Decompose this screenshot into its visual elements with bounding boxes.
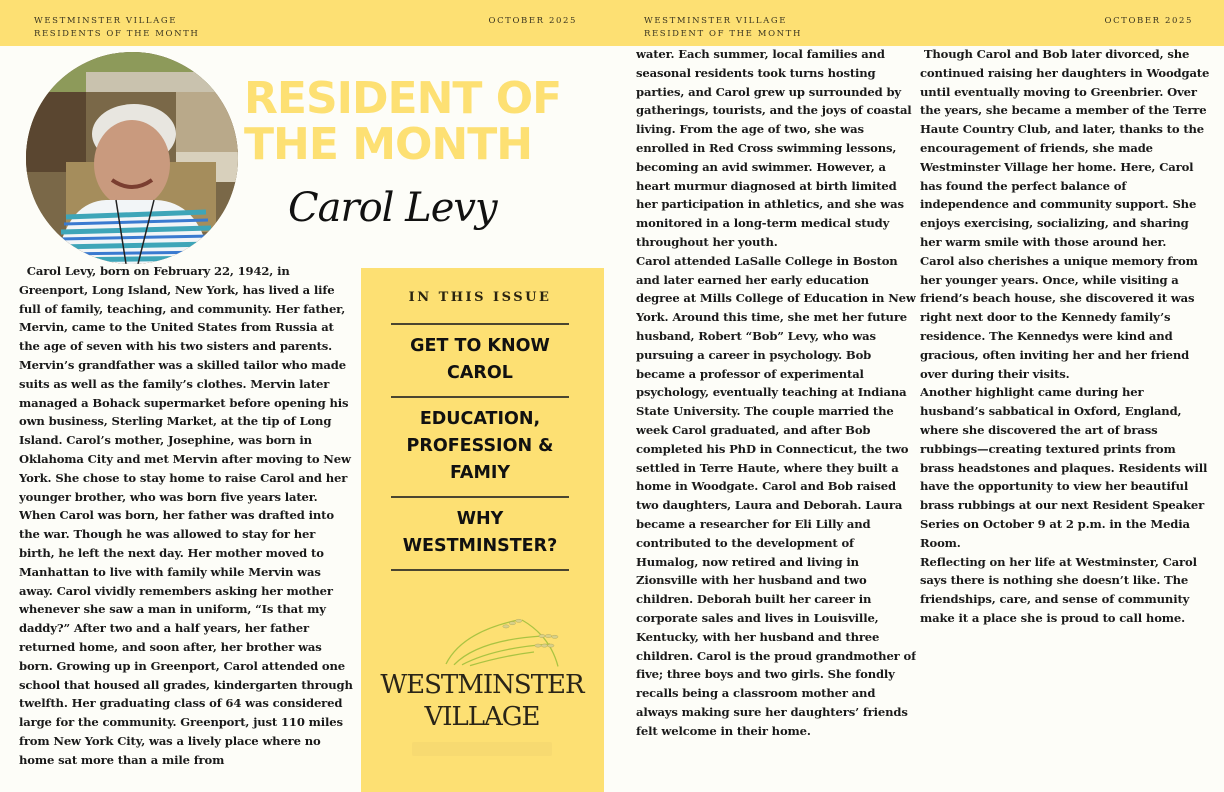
- resident-name: Carol Levy: [288, 185, 497, 231]
- article-column-1: [19, 262, 353, 792]
- issue-item-line: GET TO KNOW: [410, 336, 550, 356]
- header-org: WESTMINSTER VILLAGE: [34, 16, 178, 26]
- page-header: [0, 0, 612, 46]
- issue-item-line: WESTMINSTER?: [402, 536, 558, 556]
- header-date: OCTOBER 2025: [488, 16, 577, 26]
- issue-item-get-to-know: [371, 325, 589, 396]
- logo-text-village: VILLAGE: [424, 702, 540, 732]
- article-paragraph: Reflecting on her life at Westminster, Carol says there is nothing she doesn’t like. The friendships, care, and sense of community make it a place she is proud to call home.: [920, 554, 1197, 625]
- logo-tagline-faint: [412, 742, 552, 756]
- page-header: [612, 0, 1224, 46]
- header-org: WESTMINSTER VILLAGE: [644, 16, 788, 26]
- issue-item-line: CAROL: [447, 363, 513, 383]
- issue-list: [391, 289, 569, 571]
- article-column-3: [920, 45, 1212, 792]
- portrait-photo-icon: [26, 52, 238, 264]
- article-column-2: [636, 45, 916, 792]
- article-paragraph: water. Each summer, local families and seasonal residents took turns hosting parties, and Carol grew up surrounded by gatherings, tourists, and the joys of coastal living. From the age of two, she was enrolled in Red Cross swimming lessons, becoming an avid swimmer. However, a heart murmur diagnosed at birth limited her participation in athletics, and she was monitored in a long-term medical study throughout her youth.: [636, 47, 912, 249]
- issue-item-line: PROFESSION &: [406, 436, 554, 456]
- header-section: RESIDENT OF THE MONTH: [644, 29, 802, 39]
- article-paragraph: Carol attended LaSalle College in Boston and later earned her early education degree at Mills College of Education in New York. Around this time, she met her future husband, Robert “Bob” Levy, who was pursuing a career in psychology. Bob became a professor of experimental psychology, eventually teaching at Indiana State University. The couple married the week Carol graduated, and after Bob completed his PhD in Connecticut, the two settled in Terre Haute, where they built a home in Woodgate. Carol and Bob raised two daughters, Laura and Deborah. Laura became a researcher for Eli Lilly and contributed to the development of Humalog, now retired and living in Zionsville with her husband and two children. Deborah built her career in corporate sales and lives in Louisville, Kentucky, with her husband and three children. Carol is the proud grandmother of five; three boys and two girls. She fondly recalls being a classroom mother and always making sure her daughters’ friends felt welcome in their home.: [636, 253, 916, 738]
- header-section: RESIDENTS OF THE MONTH: [34, 29, 200, 39]
- article-paragraph: Another highlight came during her husband’s sabbatical in Oxford, England, where she discovered the art of brass rubbings—creating textured prints from brass headstones and plaques. Residents will have the opportunity to view her beautiful brass rubbings at our next Resident Speaker Series on October 9 at 2 p.m. in the Media Room.: [920, 385, 1208, 550]
- issue-item-education: [371, 398, 589, 496]
- westminster-village-logo: [372, 612, 592, 772]
- article-paragraph: When Carol was born, her father was drafted into the war. Though he was allowed to stay for her birth, he left the next day. Her mother moved to Manhattan to live with family while Mervin was away. Carol vividly remembers asking her mother whenever she saw a man in uniform, “Is that my daddy?” After two and a half years, her father returned home, and soon after, her brother was born. Growing up in Greenport, Carol attended one school that housed all grades, kindergarten through twelfth. Her graduating class of 64 was considered large for the community. Greenport, just 110 miles from New York City, was a lively place where no home sat more than a mile from: [19, 508, 353, 767]
- issue-item-why-westminster: [371, 498, 589, 569]
- article-paragraph: Carol Levy, born on February 22, 1942, in Greenport, Long Island, New York, has lived a life full of family, teaching, and community. Her father, Mervin, came to the United States from Russia at the age of seven with his two sisters and parents. Mervin’s grandfather was a skilled tailor who made suits as well as the family’s clothes. Mervin later managed a Bohack supermarket before opening his own business, Sterling Market, at the tip of Long Island. Carol’s mother, Josephine, was born in Oklahoma City and met Mervin after moving to New York. She chose to stay home to raise Carol and her younger brother, who was born five years later.: [19, 264, 351, 504]
- issue-heading: IN THIS ISSUE: [408, 290, 552, 305]
- title-line-1: RESIDENT OF: [244, 73, 562, 124]
- divider: [391, 569, 569, 571]
- logo-text-westminster: WESTMINSTER: [380, 670, 584, 700]
- header-title: [644, 15, 802, 41]
- title-line-2: THE MONTH: [244, 119, 533, 170]
- issue-item-line: WHY: [456, 509, 504, 529]
- issue-item-line: EDUCATION,: [419, 409, 541, 429]
- article-paragraph: Carol also cherishes a unique memory from her younger years. Once, while visiting a friend’s beach house, she discovered it was right next door to the Kennedy family’s residence. The Kennedys were kind and gracious, often inviting her and her friend over during their visits.: [920, 253, 1198, 381]
- article-paragraph: Though Carol and Bob later divorced, she continued raising her daughters in Woodgate until eventually moving to Greenbrier. Over the years, she became a member of the Terre Haute Country Club, and later, thanks to the encouragement of friends, she made Westminster Village her home. Here, Carol has found the perfect balance of independence and community support. She enjoys exercising, socializing, and sharing her warm smile with those around her.: [920, 47, 1210, 249]
- issue-item-line: FAMIY: [449, 463, 511, 483]
- header-title: [34, 15, 199, 41]
- wheat-logo-icon: [412, 612, 592, 668]
- right-page: [612, 0, 1224, 792]
- page-title: [244, 73, 604, 170]
- header-date: OCTOBER 2025: [1104, 16, 1193, 26]
- resident-photo: [26, 52, 238, 264]
